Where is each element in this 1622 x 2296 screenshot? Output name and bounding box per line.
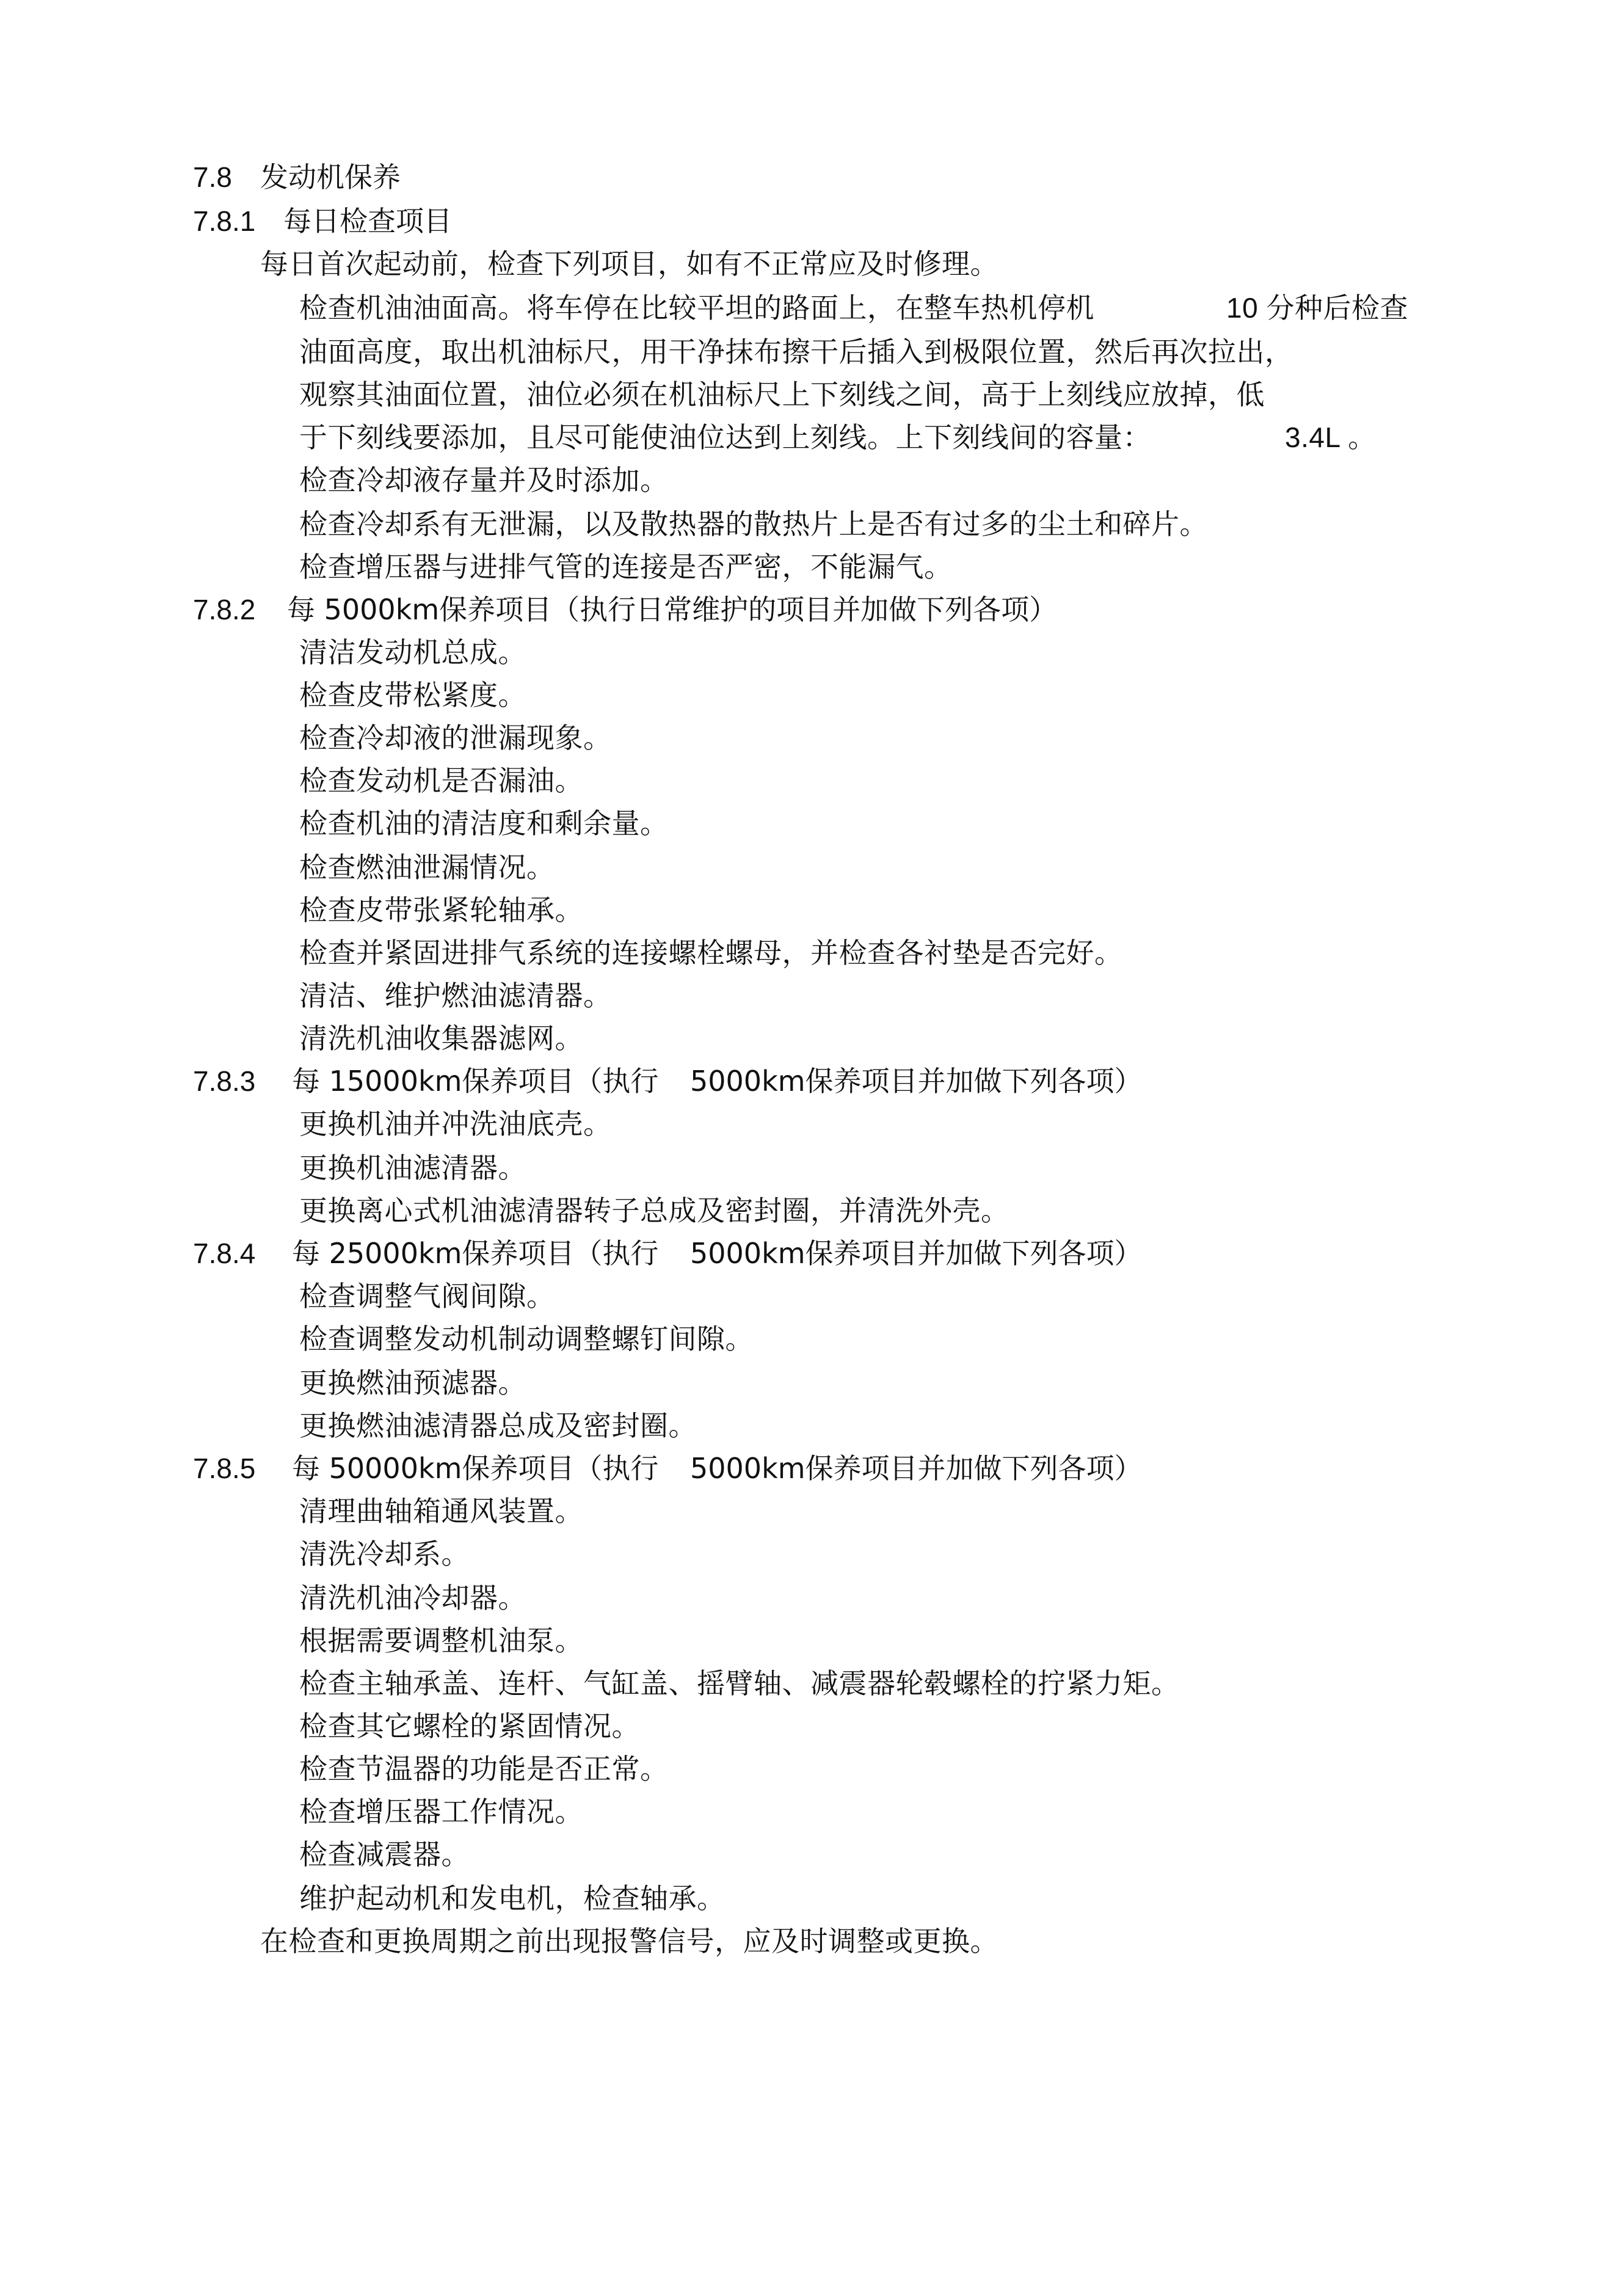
list-item: 检查减震器。 xyxy=(299,1838,470,1871)
list-item: 检查冷却液的泄漏现象。 xyxy=(299,721,612,754)
list-item: 更换燃油滤清器总成及密封圈。 xyxy=(299,1409,697,1442)
list-item: 检查皮带松紧度。 xyxy=(299,679,526,712)
list-item: 检查冷却液存量并及时添加。 xyxy=(299,464,669,497)
list-item: 更换机油并冲洗油底壳。 xyxy=(299,1107,612,1140)
list-item: 更换机油滤清器。 xyxy=(299,1151,526,1184)
list-item: 检查增压器工作情况。 xyxy=(299,1795,583,1828)
list-item: 检查机油的清洁度和剩余量。 xyxy=(299,807,669,840)
km50000-title-a: 每 50000km保养项目（执行 xyxy=(292,1452,659,1485)
list-item: 检查主轴承盖、连杆、气缸盖、摇臂轴、减震器轮毂螺栓的拧紧力矩。 xyxy=(299,1667,1180,1700)
list-item: 检查皮带张紧轮轴承。 xyxy=(299,894,583,927)
km25000-number: 7.8.4 xyxy=(193,1237,256,1269)
list-item: 检查调整气阀间隙。 xyxy=(299,1280,555,1313)
km50000-number: 7.8.5 xyxy=(193,1452,256,1484)
list-item: 清洁、维护燃油滤清器。 xyxy=(299,979,612,1012)
km15000-title-a: 每 15000km保养项目（执行 xyxy=(292,1065,659,1098)
oil-check-line-4a: 于下刻线要添加，且尽可能使油位达到上刻线。上下刻线间的容量： xyxy=(299,421,1151,454)
oil-check-line-2: 油面高度，取出机油标尺，用干净抹布擦干后插入到极限位置，然后再次拉出， xyxy=(299,335,1293,368)
daily-intro: 每日首次起动前，检查下列项目，如有不正常应及时修理。 xyxy=(260,247,998,280)
list-item: 清洁发动机总成。 xyxy=(299,636,526,669)
list-item: 更换燃油预滤器。 xyxy=(299,1366,526,1399)
list-item: 清洗机油收集器滤网。 xyxy=(299,1022,583,1055)
km15000-title-b: 5000km保养项目并加做下列各项） xyxy=(690,1065,1143,1098)
list-item: 清洗冷却系。 xyxy=(299,1537,470,1570)
list-item: 清洗机油冷却器。 xyxy=(299,1581,526,1614)
list-item: 根据需要调整机油泵。 xyxy=(299,1624,583,1657)
km25000-title-b: 5000km保养项目并加做下列各项） xyxy=(690,1237,1143,1270)
km5000-number: 7.8.2 xyxy=(193,594,256,625)
list-item: 检查增压器与进排气管的连接是否严密，不能漏气。 xyxy=(299,550,953,583)
daily-number: 7.8.1 xyxy=(193,205,256,237)
oil-check-line-1a: 检查机油油面高。将车停在比较平坦的路面上，在整车热机停机 xyxy=(299,291,1094,324)
closing-note: 在检查和更换周期之前出现报警信号，应及时调整或更换。 xyxy=(260,1925,998,1958)
oil-check-line-1b: 10 分种后检查 xyxy=(1226,292,1408,324)
km5000-title: 每 5000km保养项目（执行日常维护的项目并加做下列各项） xyxy=(287,593,1058,626)
km25000-title-a: 每 25000km保养项目（执行 xyxy=(292,1237,659,1270)
daily-title: 每日检查项目 xyxy=(283,205,452,238)
list-item: 检查发动机是否漏油。 xyxy=(299,764,583,797)
section-number: 7.8 xyxy=(193,161,232,193)
list-item: 检查调整发动机制动调整螺钉间隙。 xyxy=(299,1322,754,1355)
km15000-number: 7.8.3 xyxy=(193,1065,256,1097)
km50000-title-b: 5000km保养项目并加做下列各项） xyxy=(690,1452,1143,1485)
oil-check-line-4b: 3.4L 。 xyxy=(1285,421,1377,453)
list-item: 检查节温器的功能是否正常。 xyxy=(299,1752,669,1785)
list-item: 检查其它螺栓的紧固情况。 xyxy=(299,1710,640,1743)
section-title: 发动机保养 xyxy=(260,161,401,194)
oil-check-line-3: 观察其油面位置，油位必须在机油标尺上下刻线之间，高于上刻线应放掉，低 xyxy=(299,378,1265,411)
list-item: 清理曲轴箱通风装置。 xyxy=(299,1495,583,1528)
list-item: 维护起动机和发电机，检查轴承。 xyxy=(299,1882,726,1915)
list-item: 检查燃油泄漏情况。 xyxy=(299,851,555,884)
list-item: 检查冷却系有无泄漏，以及散热器的散热片上是否有过多的尘土和碎片。 xyxy=(299,508,1208,541)
list-item: 检查并紧固进排气系统的连接螺栓螺母，并检查各衬垫是否完好。 xyxy=(299,936,1123,969)
list-item: 更换离心式机油滤清器转子总成及密封圈，并清洗外壳。 xyxy=(299,1194,1009,1227)
